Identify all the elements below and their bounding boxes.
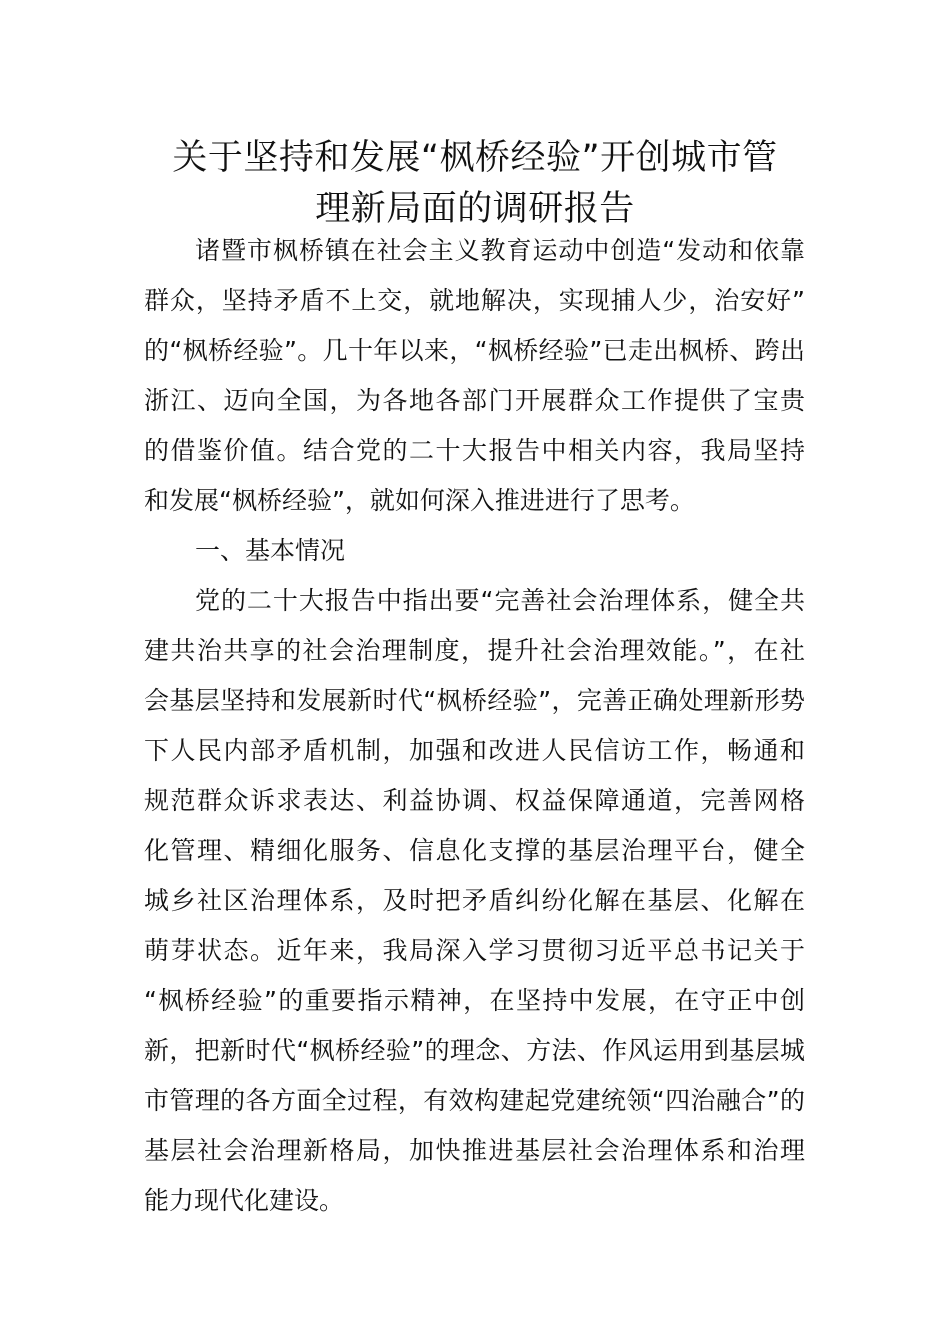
section-heading-basic-situation: 一、基本情况: [195, 536, 346, 565]
paragraph-2-line: 能力现代化建设。: [144, 1186, 345, 1215]
paragraph-2-line: “枫桥经验”的重要指示精神，在坚持中发展，在守正中创: [144, 986, 805, 1015]
paragraph-1-line: 诸暨市枫桥镇在社会主义教育运动中创造“发动和依靠: [195, 236, 805, 265]
paragraph-2-line: 市管理的各方面全过程，有效构建起党建统领“四治融合”的: [144, 1086, 805, 1115]
paragraph-2-line: 党的二十大报告中指出要“完善社会治理体系，健全共: [195, 586, 805, 615]
paragraph-2-line: 化管理、精细化服务、信息化支撑的基层治理平台，健全: [144, 836, 805, 865]
paragraph-1-line: 和发展“枫桥经验”，就如何深入推进进行了思考。: [144, 486, 695, 515]
paragraph-2-line: 城乡社区治理体系，及时把矛盾纠纷化解在基层、化解在: [144, 886, 805, 915]
paragraph-2-line: 萌芽状态。近年来，我局深入学习贯彻习近平总书记关于: [144, 936, 805, 965]
paragraph-1-line: 群众，坚持矛盾不上交，就地解决，实现捕人少，治安好”: [144, 286, 805, 315]
paragraph-2-line: 新，把新时代“枫桥经验”的理念、方法、作风运用到基层城: [144, 1036, 805, 1065]
document-title-line-1: 关于坚持和发展“枫桥经验”开创城市管: [172, 138, 778, 178]
paragraph-1-line: 浙江、迈向全国，为各地各部门开展群众工作提供了宝贵: [144, 386, 805, 415]
paragraph-2-line: 建共治共享的社会治理制度，提升社会治理效能。”，在社: [144, 636, 805, 665]
paragraph-2-line: 规范群众诉求表达、利益协调、权益保障通道，完善网格: [144, 786, 805, 815]
paragraph-1-line: 的“枫桥经验”。几十年以来，“枫桥经验”已走出枫桥、跨出: [144, 336, 805, 365]
paragraph-2-line: 下人民内部矛盾机制，加强和改进人民信访工作，畅通和: [144, 736, 805, 765]
paragraph-2-line: 会基层坚持和发展新时代“枫桥经验”，完善正确处理新形势: [144, 686, 805, 715]
paragraph-2-line: 基层社会治理新格局，加快推进基层社会治理体系和治理: [144, 1136, 805, 1165]
document-title-line-2: 理新局面的调研报告: [315, 189, 635, 229]
paragraph-1-line: 的借鉴价值。结合党的二十大报告中相关内容，我局坚持: [144, 436, 805, 465]
